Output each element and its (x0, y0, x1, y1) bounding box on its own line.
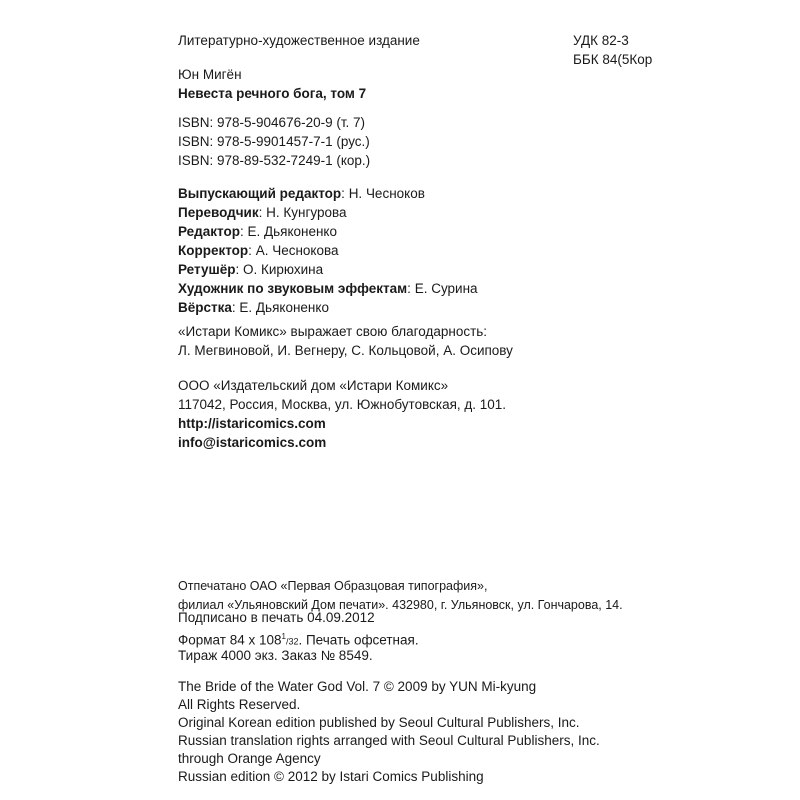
udk: УДК 82-3 (573, 33, 629, 48)
credit-line: Редактор: Е. Дьяконенко (178, 224, 337, 239)
format: Формат 84 x $108^1/32$. Печать офсетная. (178, 632, 419, 648)
publisher-address: 117042, Россия, Москва, ул. Южнобутовская, д. 101. (178, 397, 507, 412)
print-info (178, 608, 419, 665)
signed-date: Подписано в печать 04.09.2012 (178, 610, 375, 625)
credits (178, 184, 478, 317)
genre-line: Литературно-художественное издание (178, 33, 420, 48)
publisher-email[interactable]: info@istaricomics.com (178, 435, 327, 450)
classification (573, 31, 652, 69)
print-run: Тираж 4000 экз. Заказ № 8549. (178, 648, 373, 663)
credit-line: Художник по звуковым эффектам: Е. Сурина (178, 281, 478, 296)
credit-line: Вёрстка: Е. Дьяконенко (178, 300, 329, 315)
credit-line: Корректор: А. Чеснокова (178, 243, 339, 258)
credit-line: Переводчик: Н. Кунгурова (178, 205, 347, 220)
author: Юн Мигён (178, 67, 242, 82)
printer: Отпечатано ОАО «Первая Образцовая типография», филиал «Ульяновский Дом печати». 432980, г. Ульяновск, ул. Гончарова, 14. (178, 579, 623, 612)
book-info (178, 65, 366, 103)
bbk: ББК 84(5Кор (573, 52, 653, 67)
publisher-name: ООО «Издательский дом «Истари Комикс» (178, 378, 449, 393)
isbn: ISBN: 978-89-532-7249-1 (кор.) (178, 153, 371, 168)
isbn-list (178, 113, 370, 170)
credit-line: Выпускающий редактор: Н. Чесноков (178, 186, 425, 201)
publisher-site[interactable]: http://istaricomics.com (178, 416, 326, 431)
isbn: ISBN: 978-5-9901457-7-1 (рус.) (178, 134, 370, 149)
book-title: Невеста речного бога, том 7 (178, 86, 367, 101)
isbn: ISBN: 978-5-904676-20-9 (т. 7) (178, 115, 366, 130)
thanks: «Истари Комикс» выражает свою благодарность: Л. Мегвиновой, И. Вегнеру, С. Кольцовой, А. Осипову (178, 324, 513, 358)
copyright: The Bride of the Water God Vol. 7 © 2009 by YUN Mi-kyung All Rights Reserved. Original Korean edition published by Seoul Cultural Publishers, Inc. Russian translation rights arranged with Seoul Cultural Publishers, Inc. through Orange Agency Russian edition © 2012 by Istari Comics Publishing (178, 679, 600, 784)
publisher (178, 376, 506, 452)
credit-line: Ретушёр: О. Кирюхина (178, 262, 324, 277)
